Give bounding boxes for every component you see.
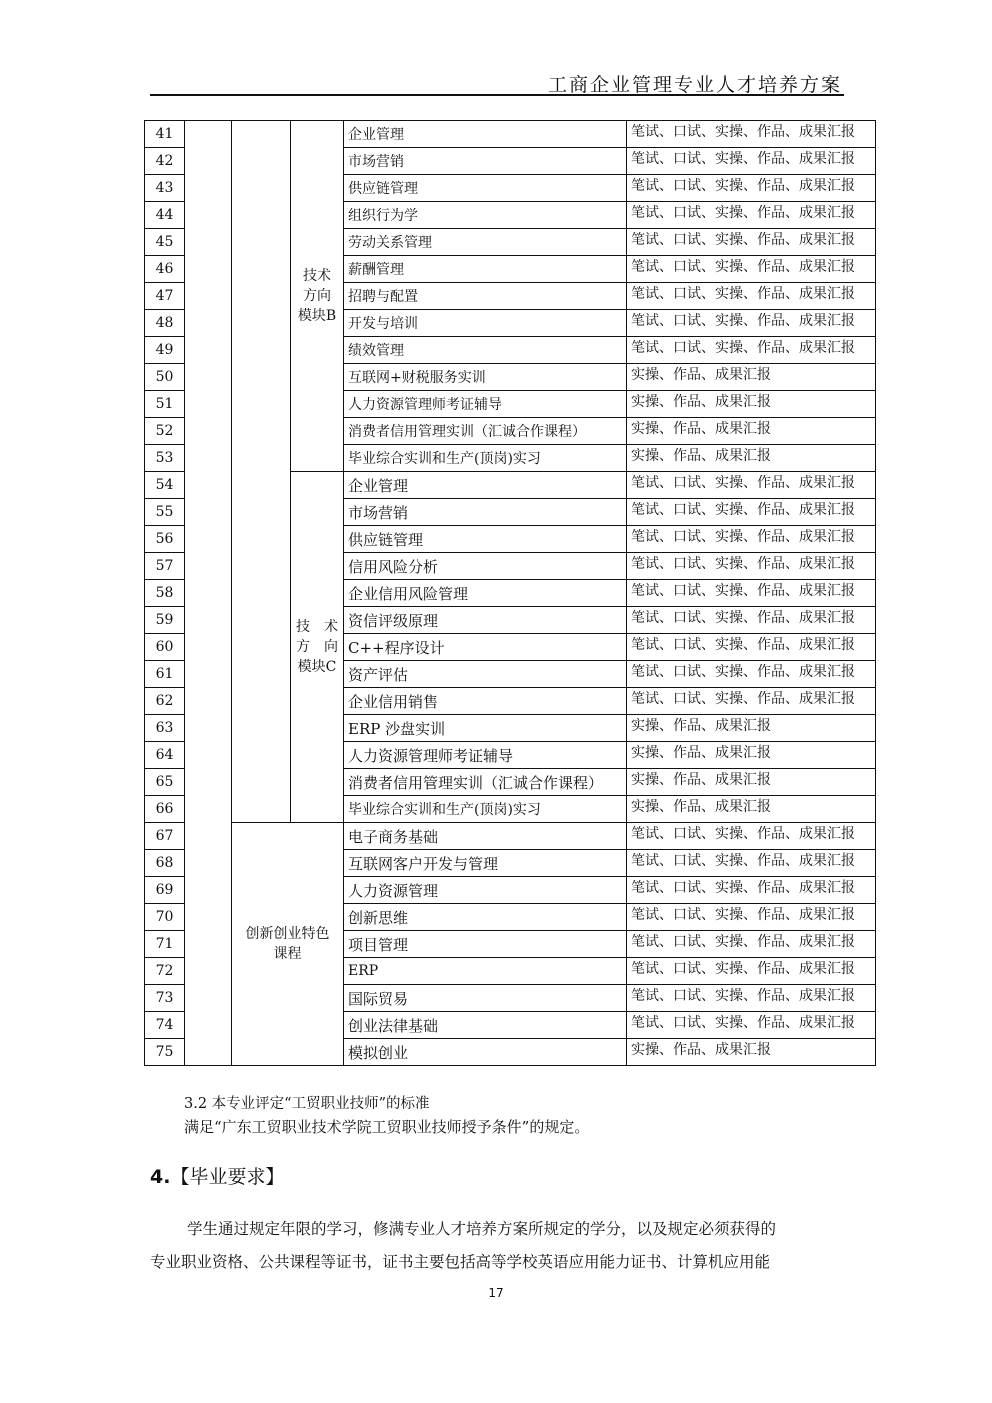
assessment-method: 笔试、口试、实操、作品、成果汇报 (627, 985, 876, 1012)
course-name: 市场营销 (344, 148, 627, 175)
body-line-1: 学生通过规定年限的学习，修满专业人才培养方案所规定的学分，以及规定必须获得的 (187, 1220, 777, 1238)
row-number: 63 (145, 715, 185, 742)
course-name: 互联网客户开发与管理 (344, 850, 627, 877)
row-number: 75 (145, 1039, 185, 1066)
course-name: 项目管理 (344, 931, 627, 958)
row-number: 52 (145, 418, 185, 445)
header-rule (150, 94, 844, 96)
course-name: 企业管理 (344, 121, 627, 148)
page-number: 17 (488, 1286, 504, 1300)
assessment-method: 实操、作品、成果汇报 (627, 364, 876, 391)
course-name: 创新思维 (344, 904, 627, 931)
module-c-line: 模块C (297, 659, 337, 675)
course-name: 开发与培训 (344, 310, 627, 337)
course-name: 招聘与配置 (344, 283, 627, 310)
course-name: 企业信用风险管理 (344, 580, 627, 607)
innovation-course-cell (232, 823, 344, 1066)
row-number: 51 (145, 391, 185, 418)
course-name: 国际贸易 (344, 985, 627, 1012)
assessment-method: 实操、作品、成果汇报 (627, 445, 876, 472)
course-name: 创业法律基础 (344, 1012, 627, 1039)
assessment-method: 笔试、口试、实操、作品、成果汇报 (627, 283, 876, 310)
module-c-line: 方 向 (296, 639, 338, 655)
section-heading (150, 1162, 284, 1189)
row-number: 56 (145, 526, 185, 553)
assessment-method: 笔试、口试、实操、作品、成果汇报 (627, 256, 876, 283)
row-number: 69 (145, 877, 185, 904)
course-name: 资信评级原理 (344, 607, 627, 634)
course-name: 劳动关系管理 (344, 229, 627, 256)
course-name: 绩效管理 (344, 337, 627, 364)
course-name: ERP 沙盘实训 (344, 715, 627, 742)
assessment-method: 笔试、口试、实操、作品、成果汇报 (627, 202, 876, 229)
row-number: 42 (145, 148, 185, 175)
course-name: 人力资源管理师考证辅导 (344, 391, 627, 418)
assessment-method: 笔试、口试、实操、作品、成果汇报 (627, 688, 876, 715)
assessment-method: 笔试、口试、实操、作品、成果汇报 (627, 661, 876, 688)
assessment-method: 笔试、口试、实操、作品、成果汇报 (627, 931, 876, 958)
module-c-cell (291, 472, 344, 823)
assessment-method: 实操、作品、成果汇报 (627, 715, 876, 742)
row-number: 58 (145, 580, 185, 607)
course-name: 市场营销 (344, 499, 627, 526)
assessment-method: 实操、作品、成果汇报 (627, 769, 876, 796)
assessment-method: 笔试、口试、实操、作品、成果汇报 (627, 634, 876, 661)
assessment-method: 笔试、口试、实操、作品、成果汇报 (627, 877, 876, 904)
row-number: 47 (145, 283, 185, 310)
row-number: 45 (145, 229, 185, 256)
assessment-method: 笔试、口试、实操、作品、成果汇报 (627, 823, 876, 850)
row-number: 44 (145, 202, 185, 229)
table-row (145, 823, 876, 850)
row-number: 54 (145, 472, 185, 499)
row-number: 55 (145, 499, 185, 526)
course-name: 供应链管理 (344, 175, 627, 202)
row-number: 61 (145, 661, 185, 688)
module-b-cell (291, 121, 344, 472)
assessment-method: 笔试、口试、实操、作品、成果汇报 (627, 310, 876, 337)
subsection-text: 满足“广东工贸职业技术学院工贸职业技师授予条件”的规定。 (184, 1118, 590, 1136)
course-name: 毕业综合实训和生产(顶岗)实习 (344, 796, 627, 823)
category-cell (185, 121, 232, 1066)
row-number: 50 (145, 364, 185, 391)
course-name: 组织行为学 (344, 202, 627, 229)
course-name: 信用风险分析 (344, 553, 627, 580)
course-name: 供应链管理 (344, 526, 627, 553)
row-number: 72 (145, 958, 185, 985)
row-number: 60 (145, 634, 185, 661)
innovation-course-line: 课程 (273, 946, 302, 962)
page-header-title: 工商企业管理专业人才培养方案 (547, 74, 842, 96)
row-number: 71 (145, 931, 185, 958)
course-name: 资产评估 (344, 661, 627, 688)
course-name: 消费者信用管理实训（汇诚合作课程） (344, 418, 627, 445)
module-b-line: 方向 (303, 288, 331, 304)
course-name: 人力资源管理 (344, 877, 627, 904)
row-number: 46 (145, 256, 185, 283)
assessment-method: 笔试、口试、实操、作品、成果汇报 (627, 607, 876, 634)
course-name: ERP (344, 958, 627, 985)
table-row (145, 121, 876, 148)
assessment-method: 实操、作品、成果汇报 (627, 1039, 876, 1066)
assessment-method: 实操、作品、成果汇报 (627, 742, 876, 769)
assessment-method: 笔试、口试、实操、作品、成果汇报 (627, 121, 876, 148)
innovation-course-line: 创新创业特色 (245, 926, 330, 942)
course-name: 消费者信用管理实训（汇诚合作课程） (344, 769, 627, 796)
row-number: 67 (145, 823, 185, 850)
course-name: 薪酬管理 (344, 256, 627, 283)
assessment-method: 笔试、口试、实操、作品、成果汇报 (627, 148, 876, 175)
assessment-method: 实操、作品、成果汇报 (627, 391, 876, 418)
assessment-method: 笔试、口试、实操、作品、成果汇报 (627, 553, 876, 580)
row-number: 64 (145, 742, 185, 769)
assessment-method: 实操、作品、成果汇报 (627, 796, 876, 823)
assessment-method: 笔试、口试、实操、作品、成果汇报 (627, 229, 876, 256)
row-number: 74 (145, 1012, 185, 1039)
course-name: C++程序设计 (344, 634, 627, 661)
row-number: 49 (145, 337, 185, 364)
course-assessment-table (144, 120, 876, 1066)
course-name: 企业信用销售 (344, 688, 627, 715)
assessment-method: 笔试、口试、实操、作品、成果汇报 (627, 850, 876, 877)
course-name: 人力资源管理师考证辅导 (344, 742, 627, 769)
assessment-method: 笔试、口试、实操、作品、成果汇报 (627, 499, 876, 526)
module-b-line: 技术 (303, 268, 331, 284)
row-number: 59 (145, 607, 185, 634)
row-number: 53 (145, 445, 185, 472)
section-title: 【毕业要求】 (170, 1166, 285, 1188)
course-name: 电子商务基础 (344, 823, 627, 850)
row-number: 70 (145, 904, 185, 931)
assessment-method: 笔试、口试、实操、作品、成果汇报 (627, 1012, 876, 1039)
row-number: 43 (145, 175, 185, 202)
subcategory-cell (232, 121, 291, 823)
course-name: 毕业综合实训和生产(顶岗)实习 (344, 445, 627, 472)
section-number: 4. (150, 1166, 171, 1188)
table-body (145, 121, 876, 1066)
assessment-method: 笔试、口试、实操、作品、成果汇报 (627, 337, 876, 364)
assessment-method: 笔试、口试、实操、作品、成果汇报 (627, 526, 876, 553)
assessment-method: 笔试、口试、实操、作品、成果汇报 (627, 904, 876, 931)
course-name: 互联网+财税服务实训 (344, 364, 627, 391)
row-number: 73 (145, 985, 185, 1012)
body-line-2: 专业职业资格、公共课程等证书，证书主要包括高等学校英语应用能力证书、计算机应用能 (150, 1253, 771, 1271)
assessment-method: 笔试、口试、实操、作品、成果汇报 (627, 958, 876, 985)
row-number: 66 (145, 796, 185, 823)
module-c-line: 技 术 (296, 619, 338, 635)
course-name: 模拟创业 (344, 1039, 627, 1066)
row-number: 48 (145, 310, 185, 337)
row-number: 57 (145, 553, 185, 580)
subsection-heading: 3.2 本专业评定“工贸职业技师”的标准 (184, 1096, 430, 1112)
module-b-line: 模块B (297, 308, 337, 324)
row-number: 62 (145, 688, 185, 715)
row-number: 41 (145, 121, 185, 148)
assessment-method: 笔试、口试、实操、作品、成果汇报 (627, 580, 876, 607)
row-number: 65 (145, 769, 185, 796)
assessment-method: 笔试、口试、实操、作品、成果汇报 (627, 472, 876, 499)
assessment-method: 实操、作品、成果汇报 (627, 418, 876, 445)
row-number: 68 (145, 850, 185, 877)
assessment-method: 笔试、口试、实操、作品、成果汇报 (627, 175, 876, 202)
course-name: 企业管理 (344, 472, 627, 499)
